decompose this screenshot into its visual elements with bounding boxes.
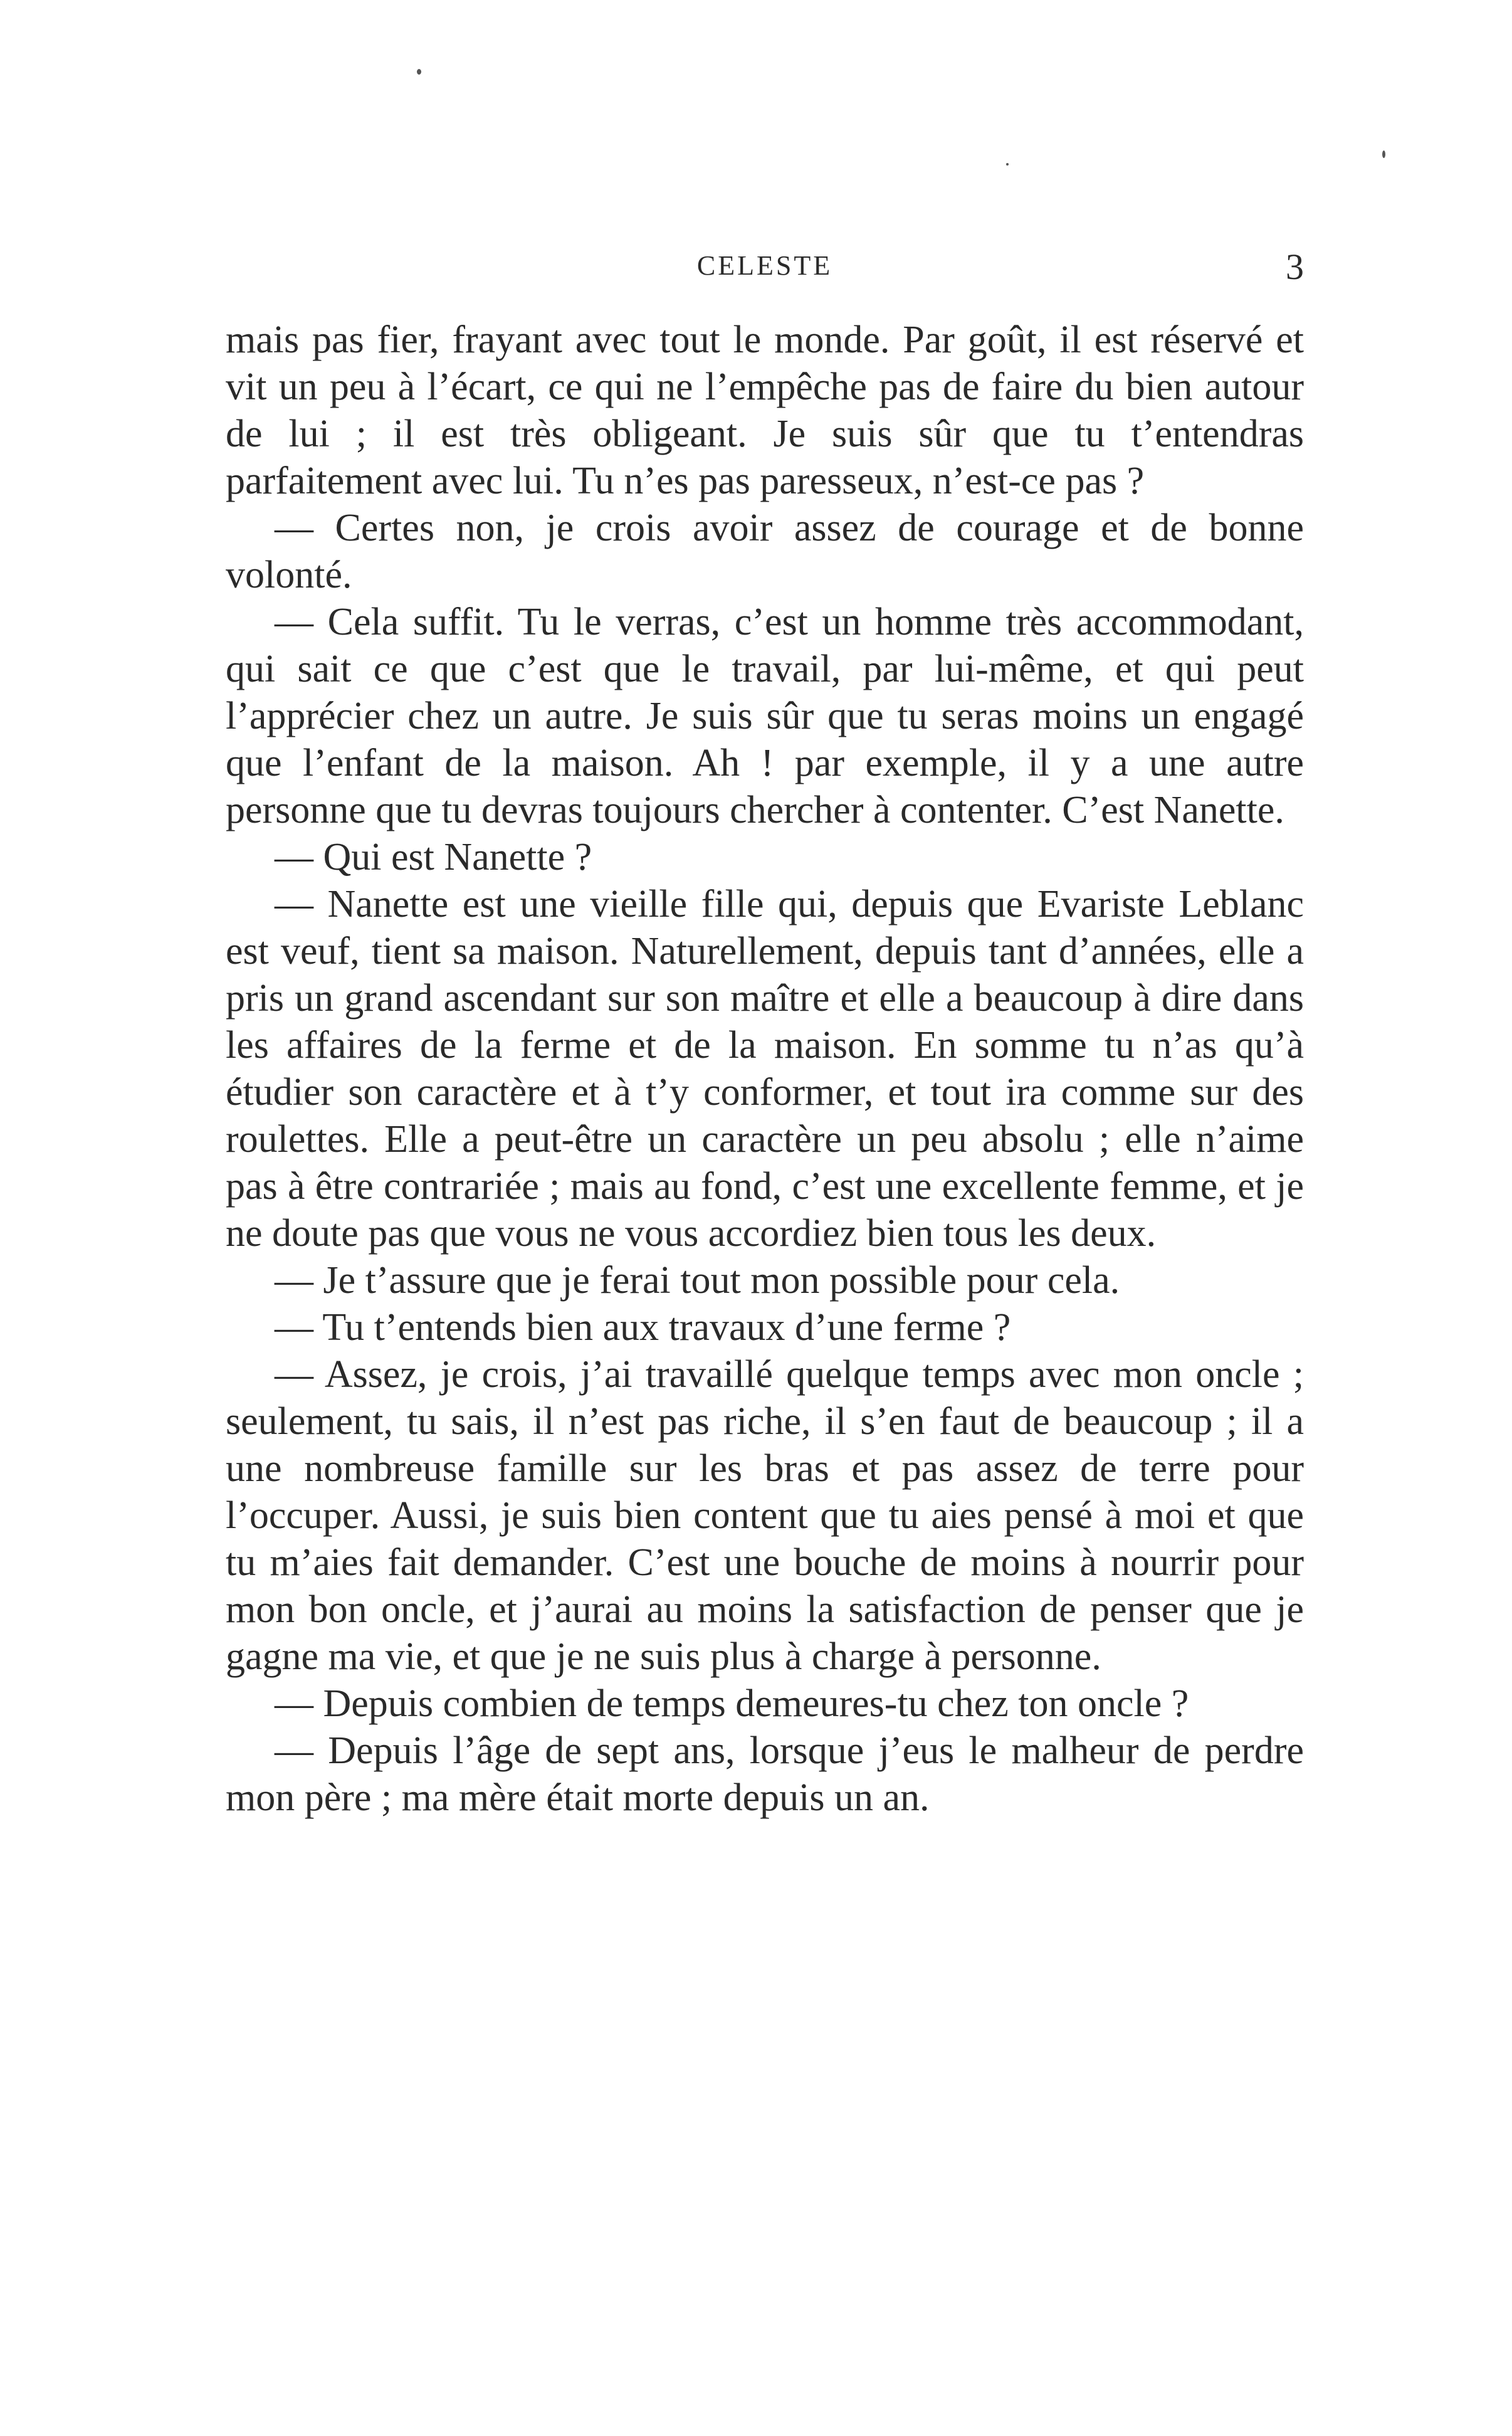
body-text (226, 317, 1304, 1822)
page-number: 3 (1286, 246, 1304, 287)
paragraph: — Qui est Nanette ? (275, 836, 592, 878)
paragraph: — Depuis combien de temps demeures-tu chez ton oncle ? (275, 1682, 1189, 1725)
paragraph: — Certes non, je crois avoir assez de courage et de bonne volonté. (226, 507, 1304, 596)
paragraph: — Je t’assure que je ferai tout mon possible pour cela. (275, 1259, 1120, 1302)
paragraph: — Assez, je crois, j’ai travaillé quelque temps avec mon oncle ; seulement, tu sais, il n’est pas riche, il s’en faut de beaucoup ; il a une nombreuse famille sur les bras et pas assez de terre pour l’occuper. Aussi, je suis bien content que tu aies pensé à moi et que tu m’aies fait demander. C’est une bouche de moins à nourrir pour mon bon oncle, et j’aurai au moins la satisfaction de penser que je gagne ma vie, et que je ne suis plus à charge à personne. (226, 1353, 1304, 1678)
paragraph: — Nanette est une vieille fille qui, depuis que Evariste Leblanc est veuf, tient sa maison. Naturellement, depuis tant d’années, elle a pris un grand ascendant sur son maître et elle a beaucoup à dire dans les affaires de la ferme et de la maison. En somme tu n’as qu’à étudier son caractère et à t’y conformer, et tout ira comme sur des roulettes. Elle a peut-être un caractère un peu absolu ; elle n’aime pas à être contrariée ; mais au fond, c’est une excellente femme, et je ne doute pas que vous ne vous accordiez bien tous les deux. (226, 883, 1304, 1255)
page-header (226, 246, 1304, 300)
paragraph: — Cela suffit. Tu le verras, c’est un homme très accommodant, qui sait ce que c’est que le travail, par lui-même, et qui peut l’apprécier chez un autre. Je suis sûr que tu seras moins un engagé que l’enfant de la maison. Ah ! par exemple, il y a une autre personne que tu devras toujours chercher à contenter. C’est Nanette. (226, 601, 1304, 831)
paragraph: — Tu t’entends bien aux travaux d’une ferme ? (275, 1306, 1011, 1349)
paragraph: — Depuis l’âge de sept ans, lorsque j’eus le malheur de perdre mon père ; ma mère était morte depuis un an. (226, 1729, 1304, 1819)
ink-speck (1006, 163, 1009, 166)
ink-speck (417, 69, 421, 75)
running-title: CELESTE (696, 250, 833, 281)
ink-speck (1382, 150, 1385, 158)
paragraph: mais pas fier, frayant avec tout le monde. Par goût, il est réservé et vit un peu à l’écart, ce qui ne l’empêche pas de faire du bien autour de lui ; il est très obligeant. Je suis sûr que tu t’entendras parfaitement avec lui. Tu n’es pas paresseux, n’est-ce pas ? (226, 319, 1304, 502)
